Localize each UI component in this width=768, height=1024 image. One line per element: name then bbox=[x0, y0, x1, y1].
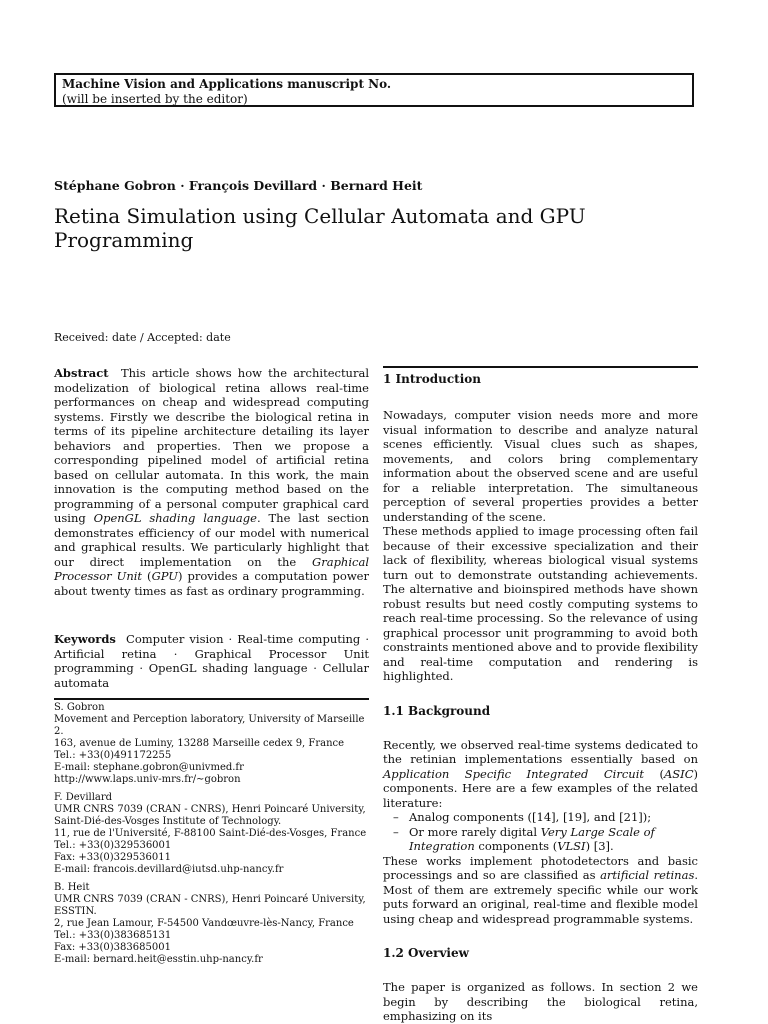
affiliation-divider bbox=[54, 698, 369, 700]
affiliation-name: B. Heit bbox=[54, 882, 90, 893]
intro-paragraph-1: Nowadays, computer vision needs more and more visual information to describe and analyze natural scenes efficiently. Visual clues such as shapes, movements, and colors bring complementary information about the observed scene and are useful for a reliable interpretation. The simultaneous perception of several properties provides a better understanding of the scene. bbox=[383, 408, 698, 524]
affiliation-devillard bbox=[54, 792, 369, 876]
journal-title: Machine Vision and Applications manuscript No. bbox=[62, 77, 392, 91]
affiliation-line: E-mail: francois.devillard@iutsd.uhp-nancy.fr bbox=[54, 864, 284, 875]
author-list: Stéphane Gobron · François Devillard · Bernard Heit bbox=[54, 178, 423, 193]
abstract-label: Abstract bbox=[54, 366, 109, 380]
intro-paragraph-2: These methods applied to image processing often fail because of their excessive specialization and their lack of flexibility, whereas biological visual systems turn out to demonstrate outstanding achievements. The alternative and bioinspired methods have shown robust results but need costly computing systems to reach real-time processing. So the relevance of using graphical processor unit programming to avoid both constraints mentioned above and to provide flexibility and real-time computation and rendering is highlighted. bbox=[383, 524, 698, 683]
affiliation-line: 11, rue de l'Université, F-88100 Saint-Dié-des-Vosges, France bbox=[54, 828, 367, 839]
subsection-heading-background: 1.1 Background bbox=[383, 703, 491, 718]
text-run-emphasis: Application Specific Integrated Circuit bbox=[383, 766, 644, 781]
list-item-text: Analog components ([14], [19], and [21]); bbox=[409, 810, 652, 824]
paper-title: Retina Simulation using Cellular Automata and GPU Programming bbox=[54, 204, 586, 252]
text-run: Recently, we observed real-time systems dedicated to the retinian implementations essentially based on bbox=[383, 737, 698, 766]
background-paragraph-1 bbox=[383, 738, 698, 811]
text-run: ) components. Here are a few examples of the related literature: bbox=[383, 766, 698, 810]
abstract-em-2: Graphical Processor Unit bbox=[54, 554, 369, 583]
journal-header-box bbox=[54, 73, 694, 107]
affiliation-name: S. Gobron bbox=[54, 702, 105, 713]
abstract-text-2: . The last section demonstrates efficiency of our model with numerical and graphical results. We particularly highlight that our direct implementation on the bbox=[54, 511, 370, 569]
subsection-heading-overview: 1.2 Overview bbox=[383, 946, 469, 960]
background-paragraph-2 bbox=[383, 854, 698, 927]
keywords-text: Computer vision · Real-time computing · Artificial retina · Graphical Processor Unit programming · OpenGL shading language · Cellular automata bbox=[54, 632, 370, 690]
abstract-text-4: ) provides a computation power about twenty times as fast as ordinary programming. bbox=[54, 569, 369, 598]
abstract bbox=[54, 366, 369, 598]
affiliation-line: E-mail: stephane.gobron@univmed.fr bbox=[54, 762, 244, 773]
text-run-emphasis: artificial retinas bbox=[600, 868, 695, 882]
affiliation-line: 163, avenue de Luminy, 13288 Marseille cedex 9, France bbox=[54, 738, 345, 749]
text-run-emphasis: Very Large Scale of Integration bbox=[409, 824, 655, 853]
abstract-text-1: This article shows how the architectural modelization of biological retina allows real-time performances on cheap and widespread computing systems. Firstly we describe the biological retina in terms of its pipeline architecture detailing its layer behaviors and properties. Then we propose a corresponding pipelined model of artificial retina based on cellular automata. In this work, the main innovation is the computing method based on the programming of a personal computer graphical card using bbox=[54, 366, 369, 525]
list-item: – Analog components ([14], [19], and [21]); bbox=[393, 810, 652, 824]
received-date: Received: date / Accepted: date bbox=[54, 331, 231, 344]
affiliation-gobron bbox=[54, 702, 369, 786]
affiliation-line: UMR CNRS 7039 (CRAN - CNRS), Henri Poincaré University, Saint-Dié-des-Vosges Institute of Technology. bbox=[54, 804, 366, 827]
affiliation-line: Fax: +33(0)329536011 bbox=[54, 852, 171, 863]
journal-note: (will be inserted by the editor) bbox=[62, 92, 248, 106]
affiliation-name: F. Devillard bbox=[54, 792, 113, 803]
affiliation-line: Tel.: +33(0)329536001 bbox=[54, 840, 172, 851]
affiliation-line: Fax: +33(0)383685001 bbox=[54, 942, 171, 953]
affiliation-line: Movement and Perception laboratory, University of Marseille 2. bbox=[54, 714, 365, 737]
keywords-label: Keywords bbox=[54, 632, 116, 646]
keywords bbox=[54, 632, 369, 690]
affiliation-heit bbox=[54, 882, 369, 966]
text-run: Or more rarely digital bbox=[409, 824, 541, 839]
text-run: components ( bbox=[474, 839, 558, 853]
affiliations bbox=[54, 702, 369, 972]
affiliation-line: http://www.laps.univ-mrs.fr/∼gobron bbox=[54, 774, 241, 785]
list-item: – Or more rarely digital Very Large Scale of Integration components (VLSI) [3]. bbox=[393, 824, 655, 853]
text-run: ( bbox=[644, 766, 664, 781]
related-literature-list bbox=[383, 810, 698, 854]
text-run: . Most of them are extremely specific while our work puts forward an original, real-time and flexible model using cheap and widespread programmable systems. bbox=[383, 868, 698, 926]
intro-divider bbox=[383, 366, 698, 368]
affiliation-line: Tel.: +33(0)491172255 bbox=[54, 750, 172, 761]
abstract-text-3: ( bbox=[142, 569, 152, 583]
text-run: These works implement photodetectors and basic processings and so are classified as bbox=[383, 853, 698, 882]
left-column bbox=[54, 366, 369, 690]
section-heading-introduction: 1 Introduction bbox=[383, 372, 481, 386]
affiliation-line: UMR CNRS 7039 (CRAN - CNRS), Henri Poincaré University, ESSTIN. bbox=[54, 894, 366, 917]
affiliation-line: E-mail: bernard.heit@esstin.uhp-nancy.fr bbox=[54, 954, 263, 965]
abstract-em-3: GPU bbox=[151, 569, 178, 583]
text-run: ) [3]. bbox=[585, 839, 614, 853]
text-run-emphasis: VLSI bbox=[557, 839, 586, 853]
abstract-em-1: OpenGL shading language bbox=[93, 511, 257, 525]
affiliation-line: Tel.: +33(0)383685131 bbox=[54, 930, 172, 941]
affiliation-line: 2, rue Jean Lamour, F-54500 Vandœuvre-lès-Nancy, France bbox=[54, 918, 354, 929]
overview-paragraph-1: The paper is organized as follows. In section 2 we begin by describing the biological retina, emphasizing on its bbox=[383, 980, 698, 1023]
right-column bbox=[383, 366, 698, 1024]
text-run-emphasis: ASIC bbox=[663, 766, 694, 781]
